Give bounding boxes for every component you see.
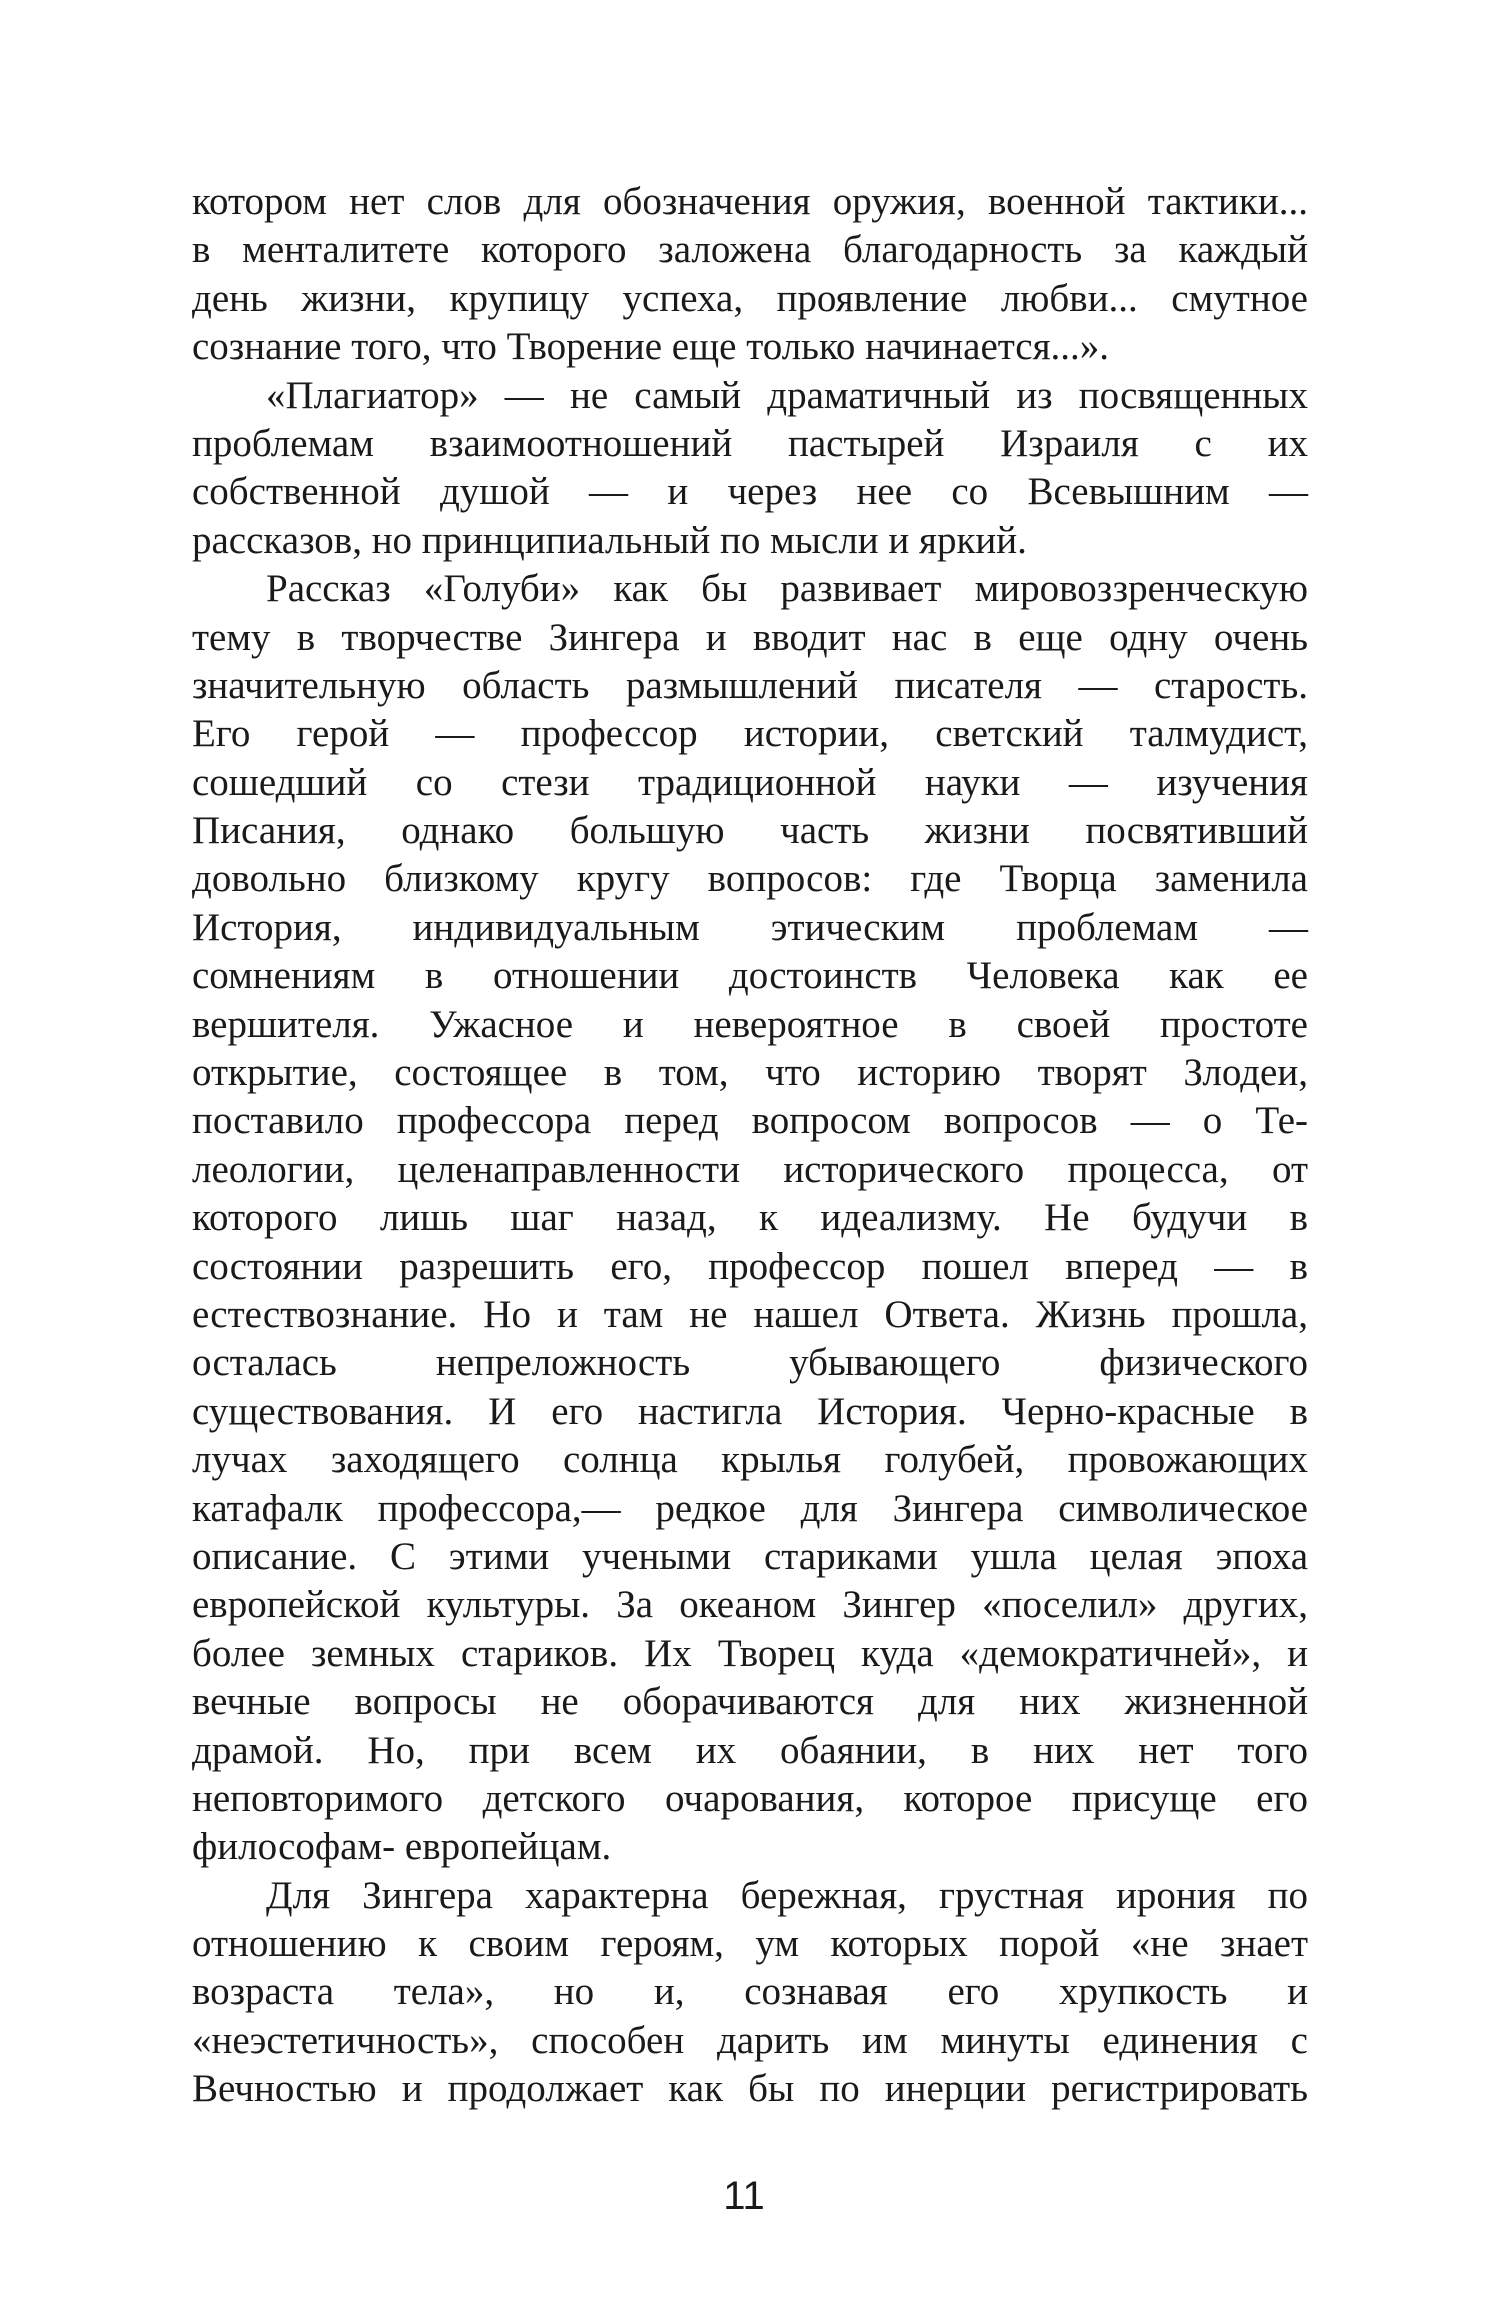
text-line: возраста тела», но и, сознавая его хрупкость и [192, 1970, 1308, 2014]
text-line: отношению к своим героям, ум которых порой «не знает [192, 1922, 1308, 1966]
text-line: философам- европейцам. [192, 1825, 612, 1869]
text-line: состоянии разрешить его, профессор пошел вперед — в [192, 1244, 1308, 1288]
text-line: описание. С этими учеными стариками ушла целая эпоха [192, 1534, 1308, 1578]
text-line: сомнениям в отношении достоинств Человека как ее [192, 954, 1308, 998]
paragraph [192, 1872, 1308, 2114]
page-number: 11 [723, 2174, 765, 2218]
text-line: Рассказ «Голуби» как бы развивает мировоззренческую [266, 567, 1308, 611]
text-line: сознание того, что Творение еще только начинается...». [192, 325, 1110, 369]
text-line: естествознание. Но и там не нашел Ответа. Жизнь прошла, [192, 1292, 1308, 1336]
text-line: которого лишь шаг назад, к идеализму. Не будучи в [192, 1196, 1308, 1240]
text-line: день жизни, крупицу успеха, проявление любви... смутное [192, 276, 1308, 320]
text-line: неповторимого детского очарования, которое присуще его [192, 1776, 1308, 1820]
text-line: в менталитете которого заложена благодарность за каждый [192, 228, 1308, 272]
text-line: леологии, целенаправленности исторического процесса, от [192, 1147, 1308, 1191]
text-line: существования. И его настигла История. Черно-красные в [192, 1389, 1308, 1433]
text-line: «Плагиатор» — не самый драматичный из посвященных [266, 373, 1308, 417]
text-line: Писания, однако большую часть жизни посвятивший [192, 809, 1308, 853]
text-line: открытие, состоящее в том, что историю творят Злодеи, [192, 1051, 1308, 1095]
text-line: «неэстетичность», способен дарить им минуты единения с [192, 2018, 1308, 2062]
text-line: поставило профессора перед вопросом вопросов — о Те- [192, 1099, 1308, 1143]
text-line: рассказов, но принципиальный по мысли и яркий. [192, 518, 1027, 562]
paragraph [192, 565, 1308, 1872]
text-line: Для Зингера характерна бережная, грустная ирония по [266, 1873, 1308, 1917]
text-line: более земных стариков. Их Творец куда «демократичней», и [192, 1631, 1308, 1675]
text-line: довольно близкому кругу вопросов: где Творца заменила [192, 857, 1308, 901]
text-line: Вечностью и продолжает как бы по инерции регистрировать [192, 2067, 1308, 2111]
body-text [192, 178, 1308, 2114]
text-line: вершителя. Ужасное и невероятное в своей простоте [192, 1002, 1308, 1046]
text-line: собственной душой — и через нее со Всевышним — [192, 470, 1308, 514]
text-line: Его герой — профессор истории, светский талмудист, [192, 712, 1308, 756]
text-line: История, индивидуальным этическим проблемам — [192, 905, 1308, 949]
text-line: лучах заходящего солнца крылья голубей, провожающих [192, 1438, 1308, 1482]
text-line: проблемам взаимоотношений пастырей Израиля с их [192, 421, 1308, 465]
paragraph [192, 178, 1308, 372]
text-line: сошедший со стези традиционной науки — изучения [192, 760, 1308, 804]
text-line: катафалк профессора,— редкое для Зингера символическое [192, 1486, 1308, 1530]
text-line: вечные вопросы не оборачиваются для них жизненной [192, 1680, 1308, 1724]
text-line: тему в творчестве Зингера и вводит нас в еще одну очень [192, 615, 1308, 659]
text-line: драмой. Но, при всем их обаянии, в них нет того [192, 1728, 1308, 1772]
text-line: европейской культуры. За океаном Зингер «поселил» других, [192, 1583, 1308, 1627]
text-line: котором нет слов для обозначения оружия, военной тактики... [192, 180, 1308, 223]
text-line: значительную область размышлений писателя — старость. [192, 663, 1308, 707]
paragraph [192, 372, 1308, 566]
text-line: осталась непреложность убывающего физического [192, 1341, 1308, 1385]
